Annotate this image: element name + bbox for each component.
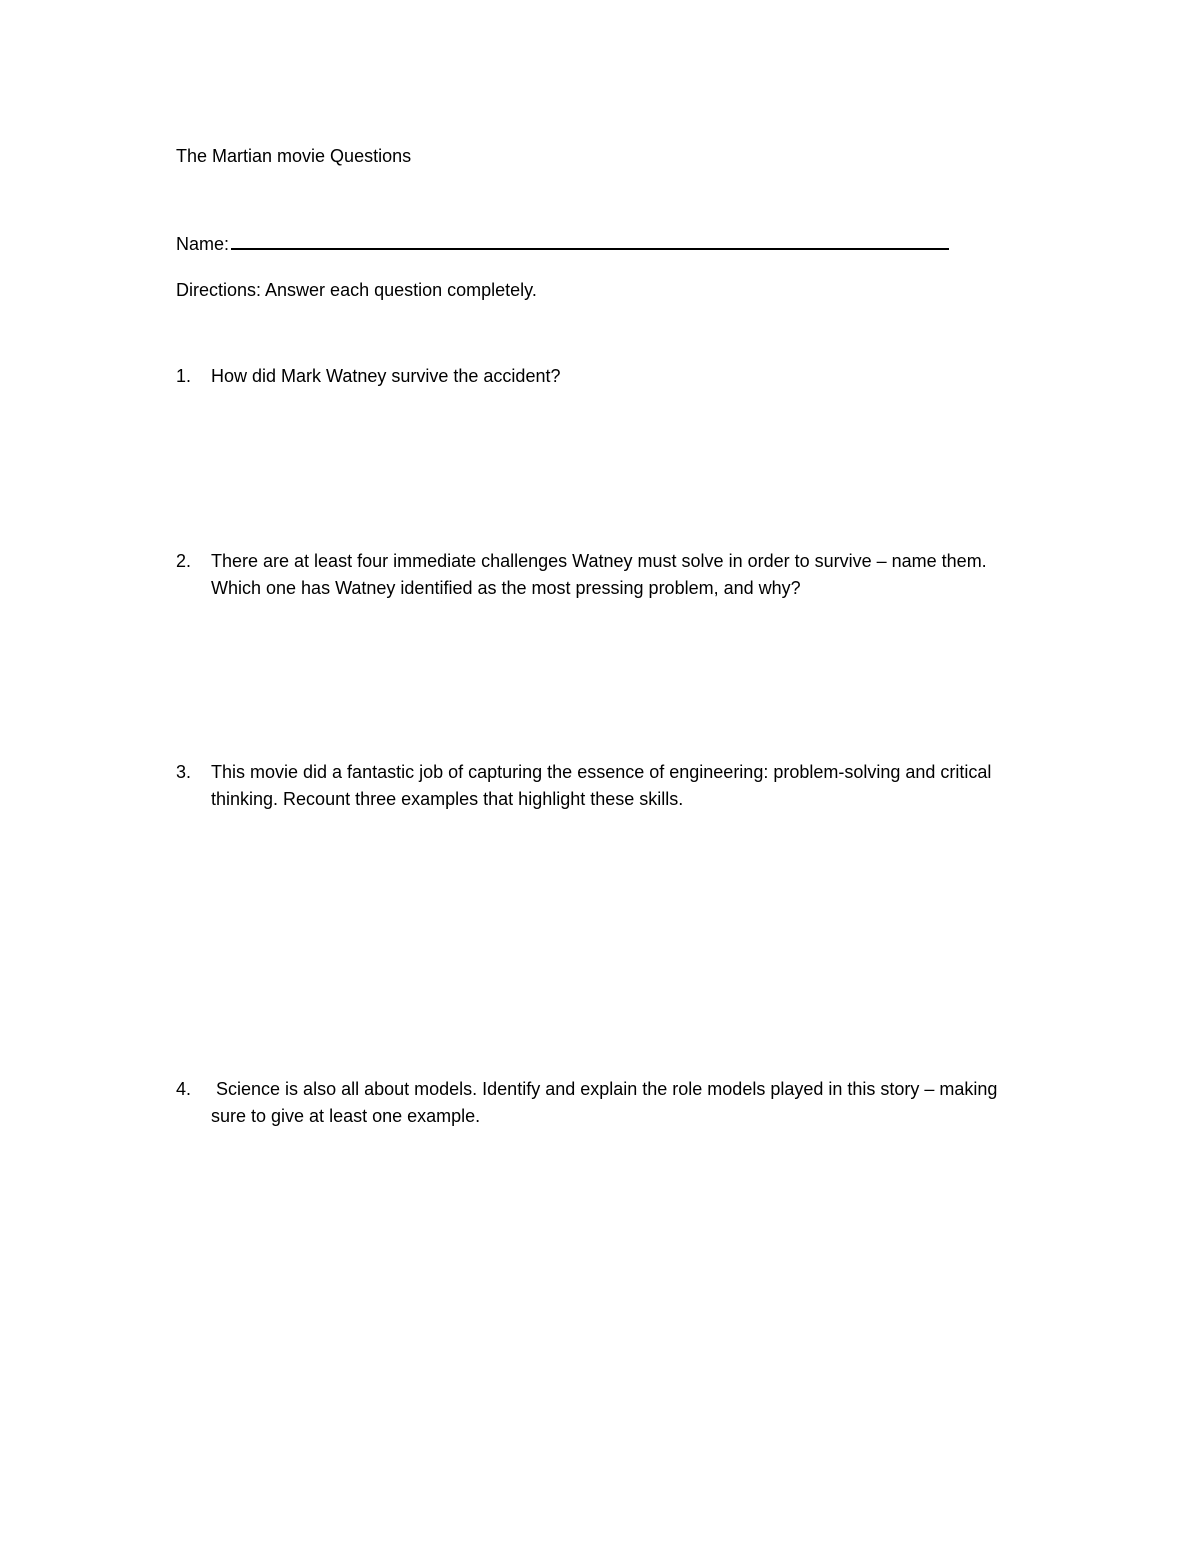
- question-text: This movie did a fantastic job of capturing the essence of engineering: problem-solving and critical thinking. Recount three examples that highlight these skills.: [211, 762, 997, 809]
- document-title: The Martian movie Questions: [176, 146, 412, 166]
- question-text: Science is also all about models. Identify and explain the role models played in this story – making sure to give at least one example.: [211, 1079, 1003, 1126]
- question-number: 1.: [176, 366, 192, 386]
- name-blank-line[interactable]: [231, 230, 949, 250]
- name-label: Name:: [176, 234, 230, 254]
- question-2: [176, 548, 1036, 602]
- question-3: [176, 759, 1036, 813]
- question-number: 3.: [176, 762, 192, 782]
- question-number: 2.: [176, 551, 192, 571]
- directions-text: Directions: Answer each question completely.: [176, 280, 537, 300]
- question-text: How did Mark Watney survive the accident?: [211, 366, 561, 386]
- question-text: There are at least four immediate challenges Watney must solve in order to survive – name them. Which one has Watney identified as the most pressing problem, and why?: [211, 551, 992, 598]
- question-number: 4.: [176, 1079, 192, 1099]
- question-4: [176, 1076, 1036, 1130]
- question-1: [176, 363, 1036, 390]
- name-field-row: [176, 230, 949, 258]
